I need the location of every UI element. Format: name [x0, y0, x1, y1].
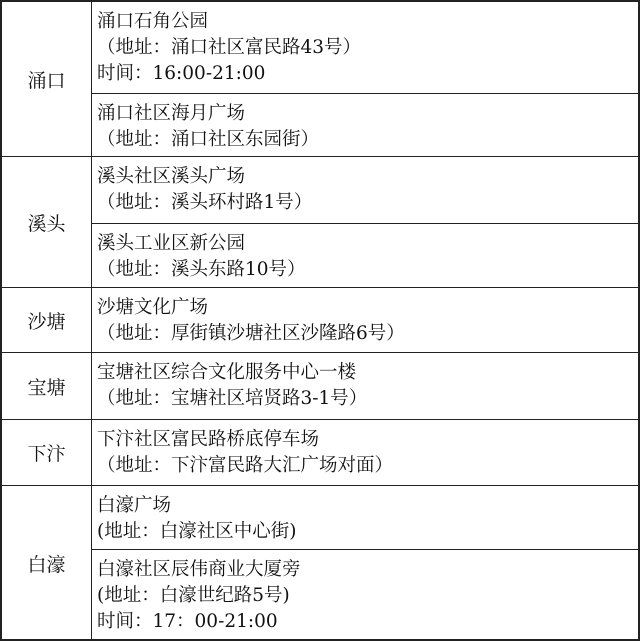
venue-name: 沙塘文化广场 [97, 297, 209, 318]
town-name: 下汴 [27, 443, 66, 465]
venue-name: 白濠社区辰伟商业大厦旁 [97, 559, 301, 580]
venue-time: 时间：16:00-21:00 [97, 63, 266, 84]
venue-name: 白濠广场 [97, 495, 172, 516]
town-cell-shatang [2, 288, 92, 353]
venue-time: 时间：17：00-21:00 [97, 611, 278, 632]
town-name: 宝塘 [27, 376, 66, 399]
town-name: 溪头 [27, 212, 66, 235]
town-cell-yongkou [2, 2, 92, 157]
venue-entry [92, 486, 638, 550]
town-name: 涌口 [27, 69, 66, 92]
town-cell-xitou [2, 157, 92, 288]
venue-address: （地址：宝塘社区培贤路3-1号） [97, 388, 368, 409]
town-cell-baihao [2, 486, 92, 641]
town-cell-xiabian [2, 420, 92, 486]
venue-entry [92, 94, 638, 157]
venue-entry [92, 157, 638, 224]
venue-name: 涌口石角公园 [97, 11, 209, 32]
venue-address: （地址：厚街镇沙塘社区沙隆路6号） [97, 323, 405, 344]
venue-address: （地址：涌口社区东园街） [97, 129, 320, 150]
venue-entry [92, 288, 638, 353]
venue-name: 溪头工业区新公园 [97, 233, 246, 254]
town-name: 白濠 [27, 554, 66, 576]
venue-address: (地址：白濠世纪路5号) [97, 585, 290, 606]
venue-entry [92, 224, 638, 288]
venue-name: 涌口社区海月广场 [97, 103, 246, 124]
venue-address: （地址：溪头环村路1号） [97, 192, 313, 213]
town-cell-baotang [2, 353, 92, 420]
venue-address: (地址：白濠社区中心街) [97, 521, 297, 542]
venue-address: （地址：下汴富民路大汇广场对面） [97, 455, 394, 476]
town-name: 沙塘 [27, 310, 66, 333]
venue-entry [92, 550, 638, 641]
venue-address: （地址：涌口社区富民路43号） [97, 37, 362, 58]
venue-entry [92, 353, 638, 420]
venue-address: （地址：溪头东路10号） [97, 259, 306, 280]
venue-name: 下汴社区富民路桥底停车场 [97, 429, 320, 450]
venue-entry [92, 2, 638, 94]
venue-entry [92, 420, 638, 486]
venue-name: 宝塘社区综合文化服务中心一楼 [97, 362, 357, 383]
venue-name: 溪头社区溪头广场 [97, 166, 246, 187]
